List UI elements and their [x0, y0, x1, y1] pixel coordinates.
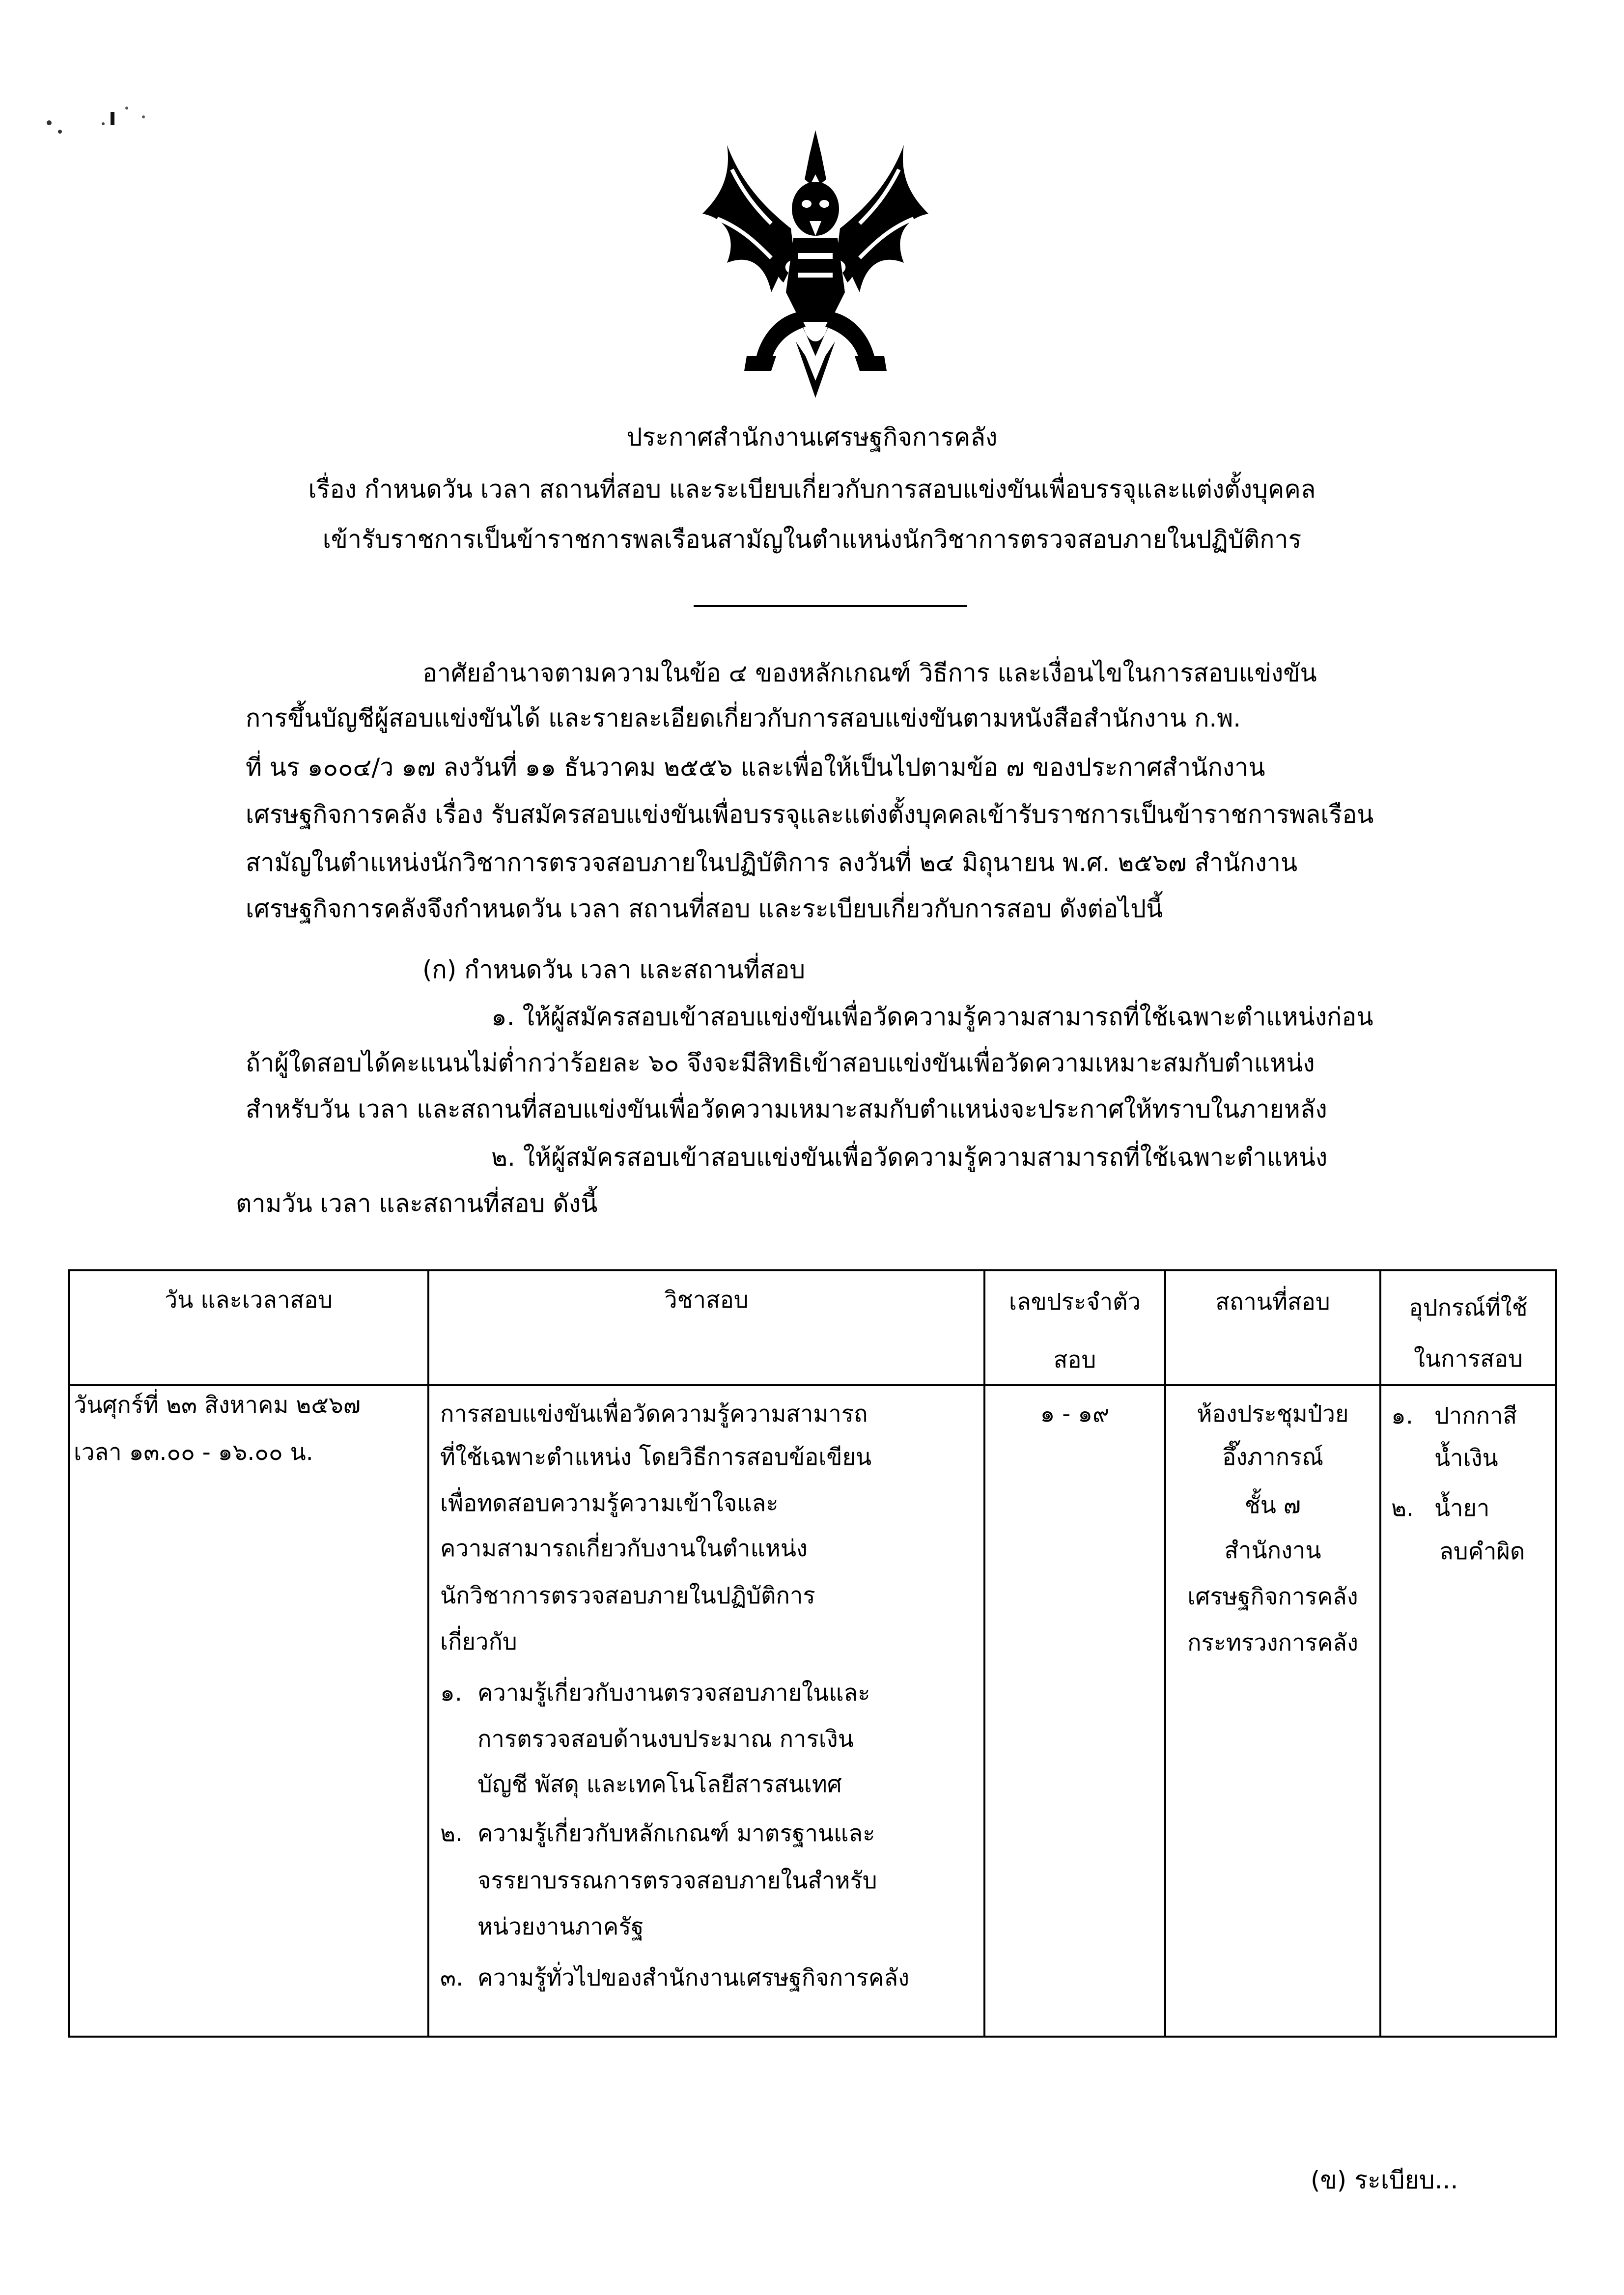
paragraph-line: เศรษฐกิจการคลัง เรื่อง รับสมัครสอบแข่งขันเพื่อบรรจุและแต่งตั้งบุคคลเข้ารับราชการเป็นข้าราชการพลเรือน: [246, 800, 1374, 829]
item-line: ถ้าผู้ใดสอบได้คะแนนไม่ต่ำกว่าร้อยละ ๖๐ จึงจะมีสิทธิเข้าสอบแข่งขันเพื่อวัดความเหมาะสมกับตำแหน่ง: [246, 1049, 1315, 1077]
scan-specks: [29, 88, 157, 147]
table-header-equipment: อุปกรณ์ที่ใช้: [1409, 1294, 1528, 1321]
item-line: สำหรับวัน เวลา และสถานที่สอบแข่งขันเพื่อวัดความเหมาะสมกับตำแหน่งจะประกาศให้ทราบในภายหลัง: [246, 1095, 1327, 1123]
table-cell-location-line: ห้องประชุมป๋วย: [1197, 1400, 1349, 1427]
table-header-equipment-cont: ในการสอบ: [1414, 1345, 1523, 1372]
table-cell-location-line: ชั้น ๗: [1244, 1492, 1301, 1519]
table-cell-date: วันศุกร์ที่ ๒๓ สิงหาคม ๒๕๖๗: [74, 1392, 361, 1419]
subject-item-line: ความรู้ทั่วไปของสำนักงานเศรษฐกิจการคลัง: [477, 1964, 910, 1991]
paragraph-line: เศรษฐกิจการคลังจึงกำหนดวัน เวลา สถานที่สอบ และระเบียบเกี่ยวกับการสอบ ดังต่อไปนี้: [246, 895, 1163, 923]
table-header-id: เลขประจำตัว: [1008, 1288, 1141, 1315]
table-cell-subject-line: ความสามารถเกี่ยวกับงานในตำแหน่ง: [440, 1535, 808, 1562]
table-cell-subject-line: เกี่ยวกับ: [440, 1628, 517, 1655]
table-cell-subject-line: ที่ใช้เฉพาะตำแหน่ง โดยวิธีการสอบข้อเขียน: [440, 1444, 872, 1471]
equipment-line: น้ำเงิน: [1434, 1445, 1498, 1472]
item-line: ๒. ให้ผู้สมัครสอบเข้าสอบแข่งขันเพื่อวัดความรู้ความสามารถที่ใช้เฉพาะตำแหน่ง: [491, 1143, 1328, 1172]
paragraph-line: การขึ้นบัญชีผู้สอบแข่งขันได้ และรายละเอียดเกี่ยวกับการสอบแข่งขันตามหนังสือสำนักงาน ก.พ.: [246, 704, 1241, 732]
paragraph-line: ที่ นร ๑๐๐๔/ว ๑๗ ลงวันที่ ๑๑ ธันวาคม ๒๕๕๖ และเพื่อให้เป็นไปตามข้อ ๗ ของประกาศสำนักงาน: [246, 753, 1265, 782]
page-continuation: (ข) ระเบียบ...: [1311, 2166, 1458, 2194]
announcement-subject: เรื่อง กำหนดวัน เวลา สถานที่สอบ และระเบียบเกี่ยวกับการสอบแข่งขันเพื่อบรรจุและแต่งตั้งบุคคล: [308, 475, 1316, 504]
subject-item-line: หน่วยงานภาครัฐ: [477, 1913, 644, 1940]
equipment-line: ลบคำผิด: [1439, 1538, 1525, 1565]
subject-item-line: การตรวจสอบด้านงบประมาณ การเงิน: [477, 1726, 854, 1753]
subject-item-line: จรรยาบรรณการตรวจสอบภายในสำหรับ: [477, 1867, 877, 1894]
paragraph-line: สามัญในตำแหน่งนักวิชาการตรวจสอบภายในปฏิบัติการ ลงวันที่ ๒๔ มิถุนายน พ.ศ. ๒๕๖๗ สำนักงาน: [246, 848, 1298, 877]
table-cell-subject-line: การสอบแข่งขันเพื่อวัดความรู้ความสามารถ: [440, 1400, 868, 1427]
table-cell-location-line: เศรษฐกิจการคลัง: [1187, 1583, 1358, 1610]
subject-item-number: ๑.: [440, 1679, 462, 1707]
subject-item-number: ๓.: [440, 1964, 464, 1991]
paragraph-line: อาศัยอำนาจตามความในข้อ ๔ ของหลักเกณฑ์ วิธีการ และเงื่อนไขในการสอบแข่งขัน: [422, 659, 1317, 687]
equipment-number: ๒.: [1391, 1495, 1414, 1522]
equipment-line: ปากกาสี: [1434, 1402, 1517, 1429]
subject-item-line: ความรู้เกี่ยวกับหลักเกณฑ์ มาตรฐานและ: [477, 1820, 875, 1847]
item-line: ๑. ให้ผู้สมัครสอบเข้าสอบแข่งขันเพื่อวัดความรู้ความสามารถที่ใช้เฉพาะตำแหน่งก่อน: [491, 1003, 1373, 1031]
table-header-subject: วิชาสอบ: [664, 1287, 749, 1314]
header-divider: [694, 605, 967, 607]
table-cell-id-range: ๑ - ๑๙: [1040, 1400, 1110, 1427]
table-cell-subject-line: นักวิชาการตรวจสอบภายในปฏิบัติการ: [440, 1582, 815, 1609]
section-a-heading: (ก) กำหนดวัน เวลา และสถานที่สอบ: [422, 955, 806, 984]
table-cell-time: เวลา ๑๓.๐๐ - ๑๖.๐๐ น.: [74, 1439, 313, 1466]
table-cell-location-line: กระทรวงการคลัง: [1187, 1629, 1358, 1656]
item-line: ตามวัน เวลา และสถานที่สอบ ดังนี้: [236, 1189, 598, 1218]
table-header-date: วัน และเวลาสอบ: [164, 1287, 333, 1314]
subject-item-number: ๒.: [440, 1820, 463, 1847]
equipment-line: น้ำยา: [1434, 1495, 1490, 1522]
table-cell-location-line: อึ๊งภากรณ์: [1222, 1444, 1323, 1471]
announcement-subject-cont: เข้ารับราชการเป็นข้าราชการพลเรือนสามัญในตำแหน่งนักวิชาการตรวจสอบภายในปฏิบัติการ: [322, 525, 1302, 554]
table-cell-location-line: สำนักงาน: [1224, 1537, 1321, 1564]
table-cell-subject-line: เพื่อทดสอบความรู้ความเข้าใจและ: [440, 1490, 779, 1517]
announcement-title: ประกาศสำนักงานเศรษฐกิจการคลัง: [626, 423, 998, 451]
table-header-id-cont: สอบ: [1053, 1346, 1096, 1373]
equipment-number: ๑.: [1391, 1402, 1413, 1429]
subject-item-line: บัญชี พัสดุ และเทคโนโลยีสารสนเทศ: [477, 1771, 842, 1798]
garuda-emblem: [698, 125, 933, 400]
subject-item-line: ความรู้เกี่ยวกับงานตรวจสอบภายในและ: [477, 1679, 870, 1707]
table-header-location: สถานที่สอบ: [1215, 1288, 1330, 1315]
